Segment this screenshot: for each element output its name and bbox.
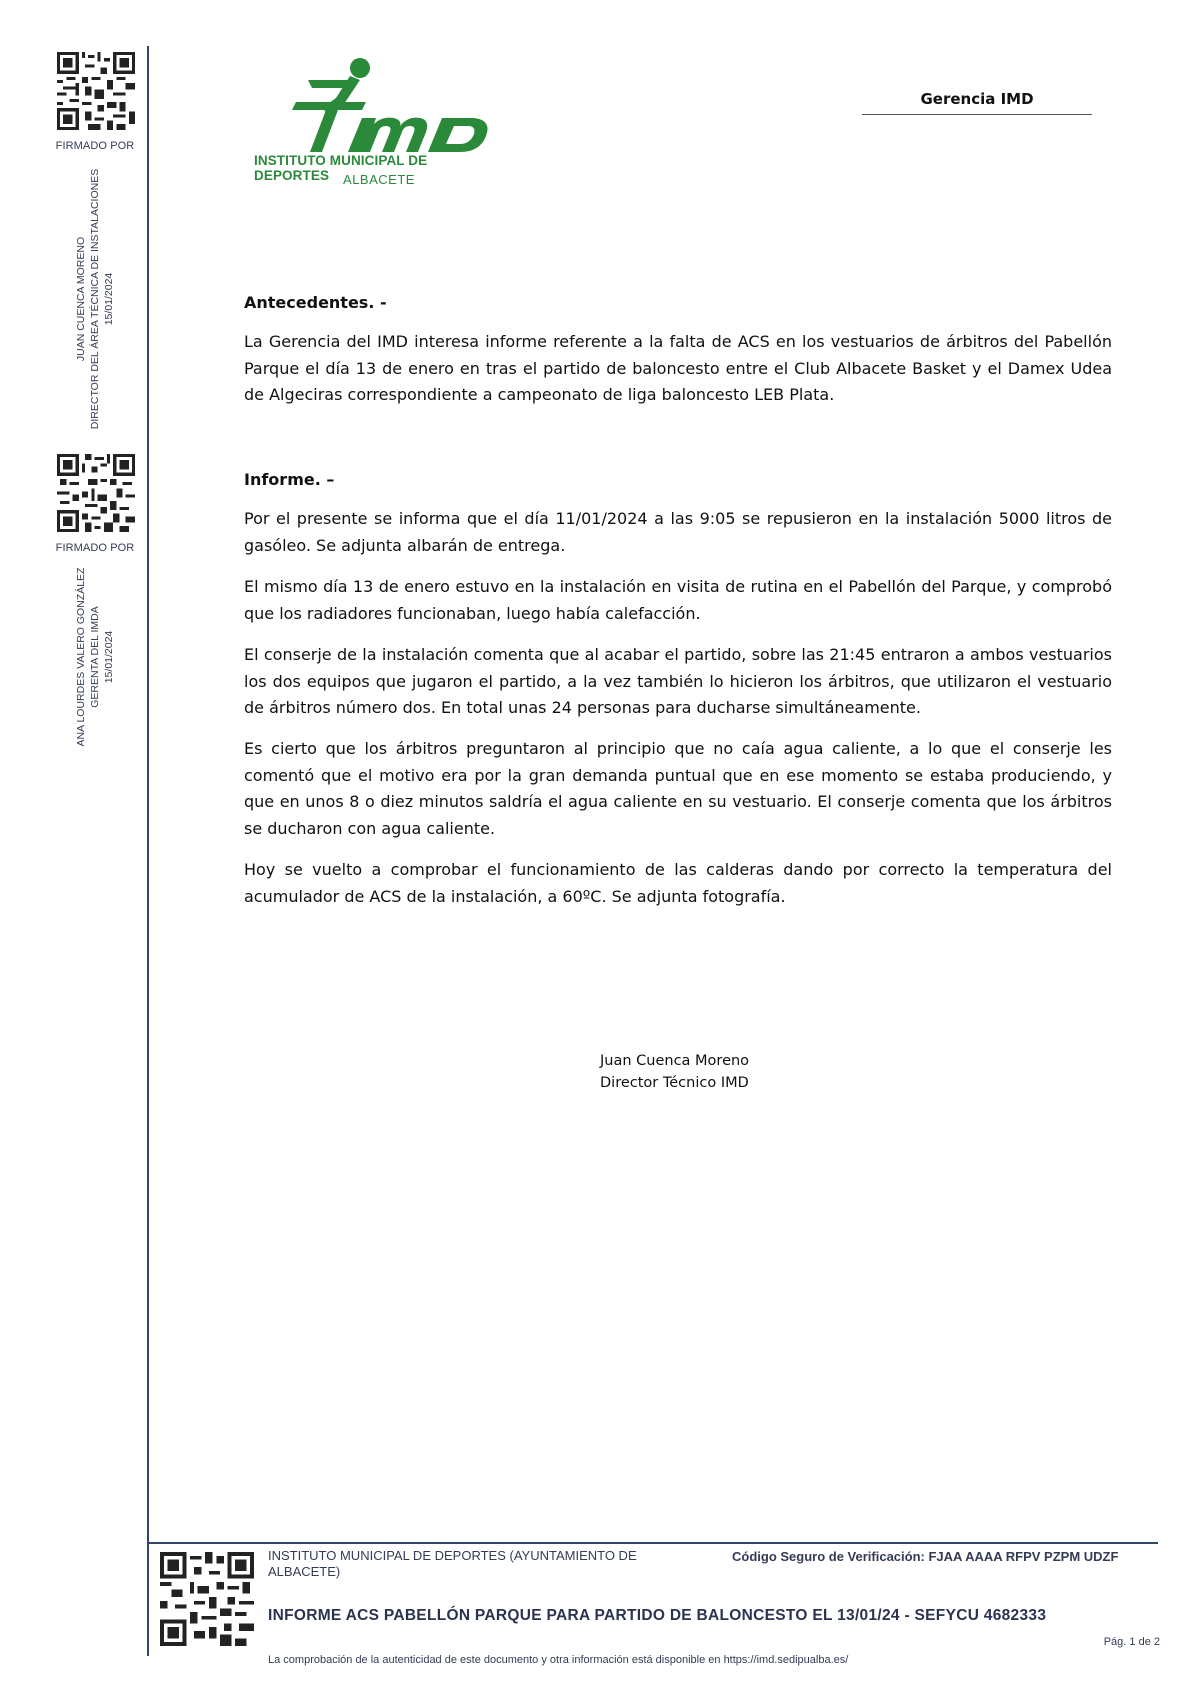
qr-code-icon [57,454,135,532]
page-number: Pág. 1 de 2 [1103,1636,1160,1648]
signer-2-name: ANA LOURDES VALERO GONZÁLEZ [75,567,87,747]
left-margin-rule [147,46,149,1656]
signer-1-date: 15/01/2024 [103,272,115,326]
informe-paragraph-3: El conserje de la instalación comenta que al acabar el partido, sobre las 21:45 entraron a ambos vestuarios los dos equipos que jugaron el partido, a la vez también lo hicieron los árbitros, que utilizaron el vestuario de árbitros número dos. En total unas 24 personas para ducharse simultáneamente. [244,645,1112,717]
signer-2-stamp [74,562,116,752]
signed-by-label-1: FIRMADO POR [55,140,135,152]
qr-code-signer-2 [57,454,135,532]
signer-1-name: JUAN CUENCA MORENO [75,236,87,362]
signed-by-label-2: FIRMADO POR [55,542,135,554]
qr-code-icon [160,1552,254,1646]
footer-document-title: INFORME ACS PABELLÓN PARQUE PARA PARTIDO DE BALONCESTO EL 13/01/24 - SEFYCU 4682333 [268,1607,1047,1624]
footer-organization: INSTITUTO MUNICIPAL DE DEPORTES (AYUNTAMIENTO DE ALBACETE) [268,1548,637,1579]
section-heading-antecedentes: Antecedentes. - [244,293,387,312]
informe-paragraph-2: El mismo día 13 de enero estuvo en la instalación en visita de rutina en el Pabellón del Parque, y comprobó que los radiadores funcionaban, luego había calefacción. [244,577,1112,623]
signer-2-date: 15/01/2024 [103,630,115,684]
logo-city: ALBACETE [343,172,415,187]
footer-verification-note: La comprobación de la autenticidad de este documento y otra información está disponible en https://imd.sedipualba.es/ [268,1654,849,1666]
qr-code-verification [160,1552,254,1646]
recipient: Gerencia IMD [920,90,1034,108]
signature-role: Director Técnico IMD [600,1075,749,1091]
footer-verification-code: Código Seguro de Verificación: FJAA AAAA RFPV PZPM UDZF [732,1549,1119,1564]
signer-1-role: DIRECTOR DEL ÁREA TÉCNICA DE INSTALACIONES [89,168,101,430]
qr-code-icon [57,52,135,130]
informe-paragraph-1: Por el presente se informa que el día 11/01/2024 a las 9:05 se repusieron en la instalación 5000 litros de gasóleo. Se adjunta albarán de entrega. [244,509,1112,555]
informe-paragraph-4: Es cierto que los árbitros preguntaron al principio que no caía agua caliente, a lo que el conserje les comentó que el motivo era por la gran demanda puntual que en ese momento se estaba produciendo, y que en unos 8 o diez minutos saldría el agua caliente en su vestuario. El conserje comenta que los árbitros se ducharon con agua caliente. [244,739,1112,838]
antecedentes-paragraph: La Gerencia del IMD interesa informe referente a la falta de ACS en los vestuarios de árbitros del Pabellón Parque el día 13 de enero en tras el partido de baloncesto entre el Club Albacete Basket y el Damex Udea de Algeciras correspondiente a campeonato de liga baloncesto LEB Plata. [244,332,1112,404]
recipient-underline [862,114,1092,115]
signature-name: Juan Cuenca Moreno [600,1053,750,1069]
footer-rule [148,1542,1158,1544]
signer-1-stamp [74,158,116,440]
informe-paragraph-5: Hoy se vuelto a comprobar el funcionamiento de las calderas dando por correcto la temperatura del acumulador de ACS de la instalación, a 60ºC. Se adjunta fotografía. [244,860,1112,906]
signer-2-role: GERENTA DEL IMDA [89,606,101,708]
logo-org-name: INSTITUTO MUNICIPAL DE DEPORTES [254,153,428,183]
section-heading-informe: Informe. – [244,470,335,489]
qr-code-signer-1 [57,52,135,130]
